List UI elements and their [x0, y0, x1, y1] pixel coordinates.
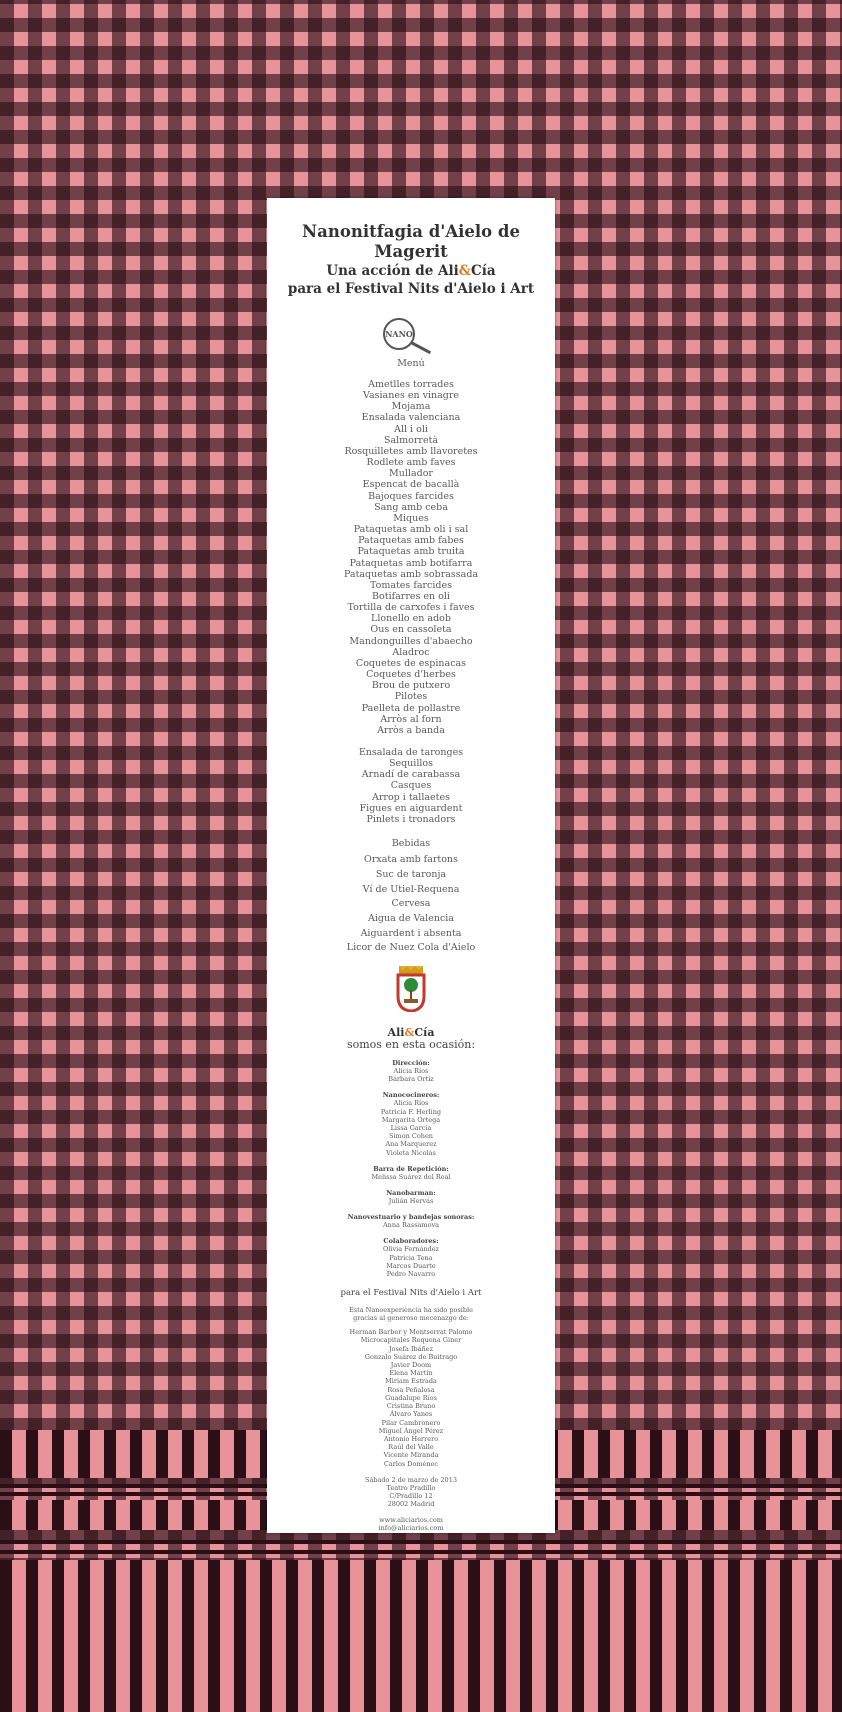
drink-item: Aiguardent i absenta	[360, 927, 462, 939]
thanks-line: Esta Nanoexperiència ha sido posible	[349, 1306, 473, 1315]
credit-name: Anna Rassamova	[382, 1221, 440, 1230]
sponsor-name: Vicente Miranda	[383, 1451, 439, 1460]
menu-card	[267, 198, 555, 1533]
menu-item: Brou de putxero	[371, 680, 451, 692]
drink-item: Aigua de Valencia	[368, 912, 454, 924]
credit-name: Alicia Ríos	[393, 1099, 429, 1108]
menu-item: Sang amb ceba	[374, 501, 448, 513]
credit-name: Simon Cohen	[389, 1132, 433, 1141]
menu-list	[267, 379, 555, 736]
event-info-line: C/Pradillo 12	[389, 1492, 433, 1501]
subtitle-text: Una acción de Ali	[326, 263, 459, 279]
credit-group	[267, 1213, 555, 1229]
menu-item: Espencat de bacallà	[362, 479, 460, 491]
subtitle	[267, 262, 555, 280]
sponsor-name: Raúl del Valle	[388, 1443, 434, 1452]
menu-item: Bajoques farcides	[368, 490, 454, 502]
event-info-line: 28002 Madrid	[387, 1500, 435, 1509]
sponsor-name: Microcapitales Requena Giner	[360, 1336, 462, 1345]
menu-item: Pilotes	[394, 691, 428, 703]
menu-item: Tortilla de carxofes i faves	[347, 602, 475, 614]
drink-item: Licor de Nuez Cola d'Aielo	[346, 942, 476, 954]
nano-magnifier-logo	[381, 318, 441, 352]
menu-item: Arròs a banda	[377, 724, 445, 736]
menu-item: All i oli	[394, 423, 428, 435]
credit-name: Julián Hervás	[388, 1197, 434, 1206]
credit-name: Pedro Navarro	[386, 1270, 436, 1279]
sponsor-name: Cristina Bruno	[386, 1402, 436, 1411]
coat-of-arms-icon	[395, 966, 427, 1012]
contact-links	[267, 1516, 555, 1532]
menu-item: Figues en aiguardent	[359, 802, 463, 814]
menu-item: Ensalada de taronges	[358, 747, 464, 758]
menu-item: Pataquetas amb botifarra	[349, 557, 473, 569]
menu-item: Coquetes d'herbes	[366, 669, 456, 681]
logo-handle	[410, 341, 431, 354]
credit-name: Ana Marquerez	[385, 1140, 437, 1149]
menu-item: Tomates farcides	[370, 579, 452, 591]
menu-item: Mullador	[389, 468, 433, 480]
menu-item: Pataquetas amb truita	[357, 546, 465, 558]
drink-item: Suc de taronja	[375, 868, 447, 880]
credit-group	[267, 1189, 555, 1205]
sponsor-name: Álvaro Yanes	[389, 1410, 433, 1419]
menu-item: Llonello en adob	[371, 613, 451, 625]
menu-item: Ametlles torrades	[368, 379, 454, 390]
thanks-line: gracias al generoso mecenazgo de:	[353, 1314, 469, 1323]
credit-group	[267, 1165, 555, 1181]
menu-item: Pinlets i tronadors	[366, 813, 456, 825]
thanks-note	[267, 1306, 555, 1322]
credit-role: Nanobarman:	[386, 1189, 436, 1198]
festival-line: para el Festival Nits d'Aielo i Art	[340, 1288, 482, 1299]
sponsor-name: Pilar Cambronero	[381, 1418, 441, 1427]
credit-name: Melissa Suárez del Real	[371, 1172, 451, 1181]
menu-item: Vasianes en vinagre	[362, 390, 460, 402]
team-title-text-end: Cía	[414, 1026, 435, 1040]
sponsor-name: Miguel Ángel Pérez	[378, 1426, 444, 1435]
sponsor-name: Antonio Herrero	[383, 1434, 439, 1443]
contact-link[interactable]: info@aliciarios.com	[378, 1523, 444, 1532]
menu-item: Sequillos	[388, 758, 434, 770]
subtitle-festival: para el Festival Nits d'Aielo i Art	[287, 281, 535, 297]
event-info	[267, 1476, 555, 1509]
sponsor-name: Javier Doom	[390, 1361, 432, 1370]
menu-item: Miques	[393, 512, 429, 524]
menu-item: Mojama	[391, 401, 431, 413]
ampersand: &	[404, 1026, 415, 1040]
ampersand: &	[458, 263, 471, 279]
sponsor-name: Miriam Estrada	[385, 1377, 437, 1386]
sponsor-name: Carlos Doménec	[383, 1459, 439, 1468]
fabric-stripe	[0, 1540, 842, 1544]
menu-item: Ous en cassoleta	[370, 624, 452, 636]
page-title: Nanonitfagia d'Aielo de Magerit	[302, 222, 520, 261]
credit-name: Alicia Ríos	[393, 1067, 429, 1076]
drink-item: Cervesa	[391, 898, 431, 910]
menu-item: Arròs al forn	[380, 713, 442, 725]
logo-lens: NANO	[383, 318, 415, 350]
event-info-line: Sábado 2 de marzo de 2013	[365, 1475, 457, 1484]
event-info-line: Teatro Pradillo	[386, 1483, 436, 1492]
credits	[267, 1059, 555, 1278]
credit-role: Dirección:	[392, 1059, 430, 1068]
credit-role: Nanococineros:	[382, 1091, 440, 1100]
menu-item: Ensalada valenciana	[361, 412, 461, 424]
credit-group	[267, 1237, 555, 1278]
sponsor-name: Gonzalo Suárez de Buitrago	[364, 1352, 458, 1361]
menu-item: Aladroc	[392, 646, 430, 658]
sponsor-name: Rosa Peñalosa	[387, 1385, 435, 1394]
menu-item: Coquetes de espinacas	[355, 657, 467, 669]
team-title-text: Ali	[387, 1026, 405, 1040]
credit-role: Nanovestuario y bandejas sonoras:	[347, 1213, 475, 1222]
menu-item: Pataquetas amb oli i sal	[353, 524, 469, 536]
drink-item: Ví de Utiel-Requena	[362, 883, 460, 895]
menu-item: Botifarres en oli	[372, 590, 450, 602]
fabric-stripe	[0, 1550, 842, 1554]
credit-name: Olivia Fernández	[383, 1245, 439, 1254]
credit-name: Patricia F. Herling	[380, 1107, 442, 1116]
menu-item: Arnadí de carabassa	[361, 769, 461, 781]
menu-title: Menú	[397, 358, 425, 369]
fabric-border-band	[0, 1560, 842, 1712]
credit-name: Violeta Nicolás	[386, 1148, 436, 1157]
menu-item: Pataquetas amb sobrassada	[343, 568, 479, 580]
team-subtitle: somos en esta ocasión:	[346, 1038, 476, 1052]
credit-group	[267, 1091, 555, 1156]
menu-item: Casques	[390, 780, 432, 792]
credit-name: Lissa García	[390, 1124, 432, 1133]
credit-name: Marcos Duarte	[386, 1261, 436, 1270]
credit-role: Barra de Repetición:	[373, 1164, 449, 1173]
sponsor-name: Herman Barber y Montserrat Palomo	[349, 1328, 473, 1337]
contact-link[interactable]: www.aliciarios.com	[379, 1515, 443, 1524]
menu-item: Pataquetas amb fabes	[358, 535, 464, 547]
menu-item: Rosquilletes amb llavoretes	[344, 445, 478, 457]
credit-group	[267, 1059, 555, 1083]
credit-name: Patricia Tena	[389, 1253, 433, 1262]
drinks-list	[267, 853, 555, 956]
sponsor-name: Elena Martín	[389, 1369, 433, 1378]
sponsor-name: Josefa Ibáñez	[388, 1344, 434, 1353]
credit-name: Bárbara Ortiz	[388, 1075, 434, 1084]
menu-item: Rodlete amb faves	[366, 457, 456, 469]
menu-item: Mandonguilles d'abaecho	[349, 635, 473, 647]
credit-name: Margarita Ortega	[381, 1115, 441, 1124]
sponsor-name: Guadalupe Ríos	[385, 1393, 437, 1402]
sponsor-list	[267, 1328, 555, 1467]
drinks-title: Bebidas	[391, 838, 431, 850]
credit-role: Colaboradores:	[383, 1237, 439, 1246]
menu-item: Paelleta de pollastre	[361, 702, 461, 714]
menu-item: Arrop i tallaetes	[372, 791, 450, 803]
drink-item: Orxata amb fartons	[364, 854, 458, 866]
menu-item: Salmorretà	[383, 434, 439, 446]
subtitle-text-end: Cía	[470, 263, 496, 279]
dessert-list	[267, 747, 555, 825]
